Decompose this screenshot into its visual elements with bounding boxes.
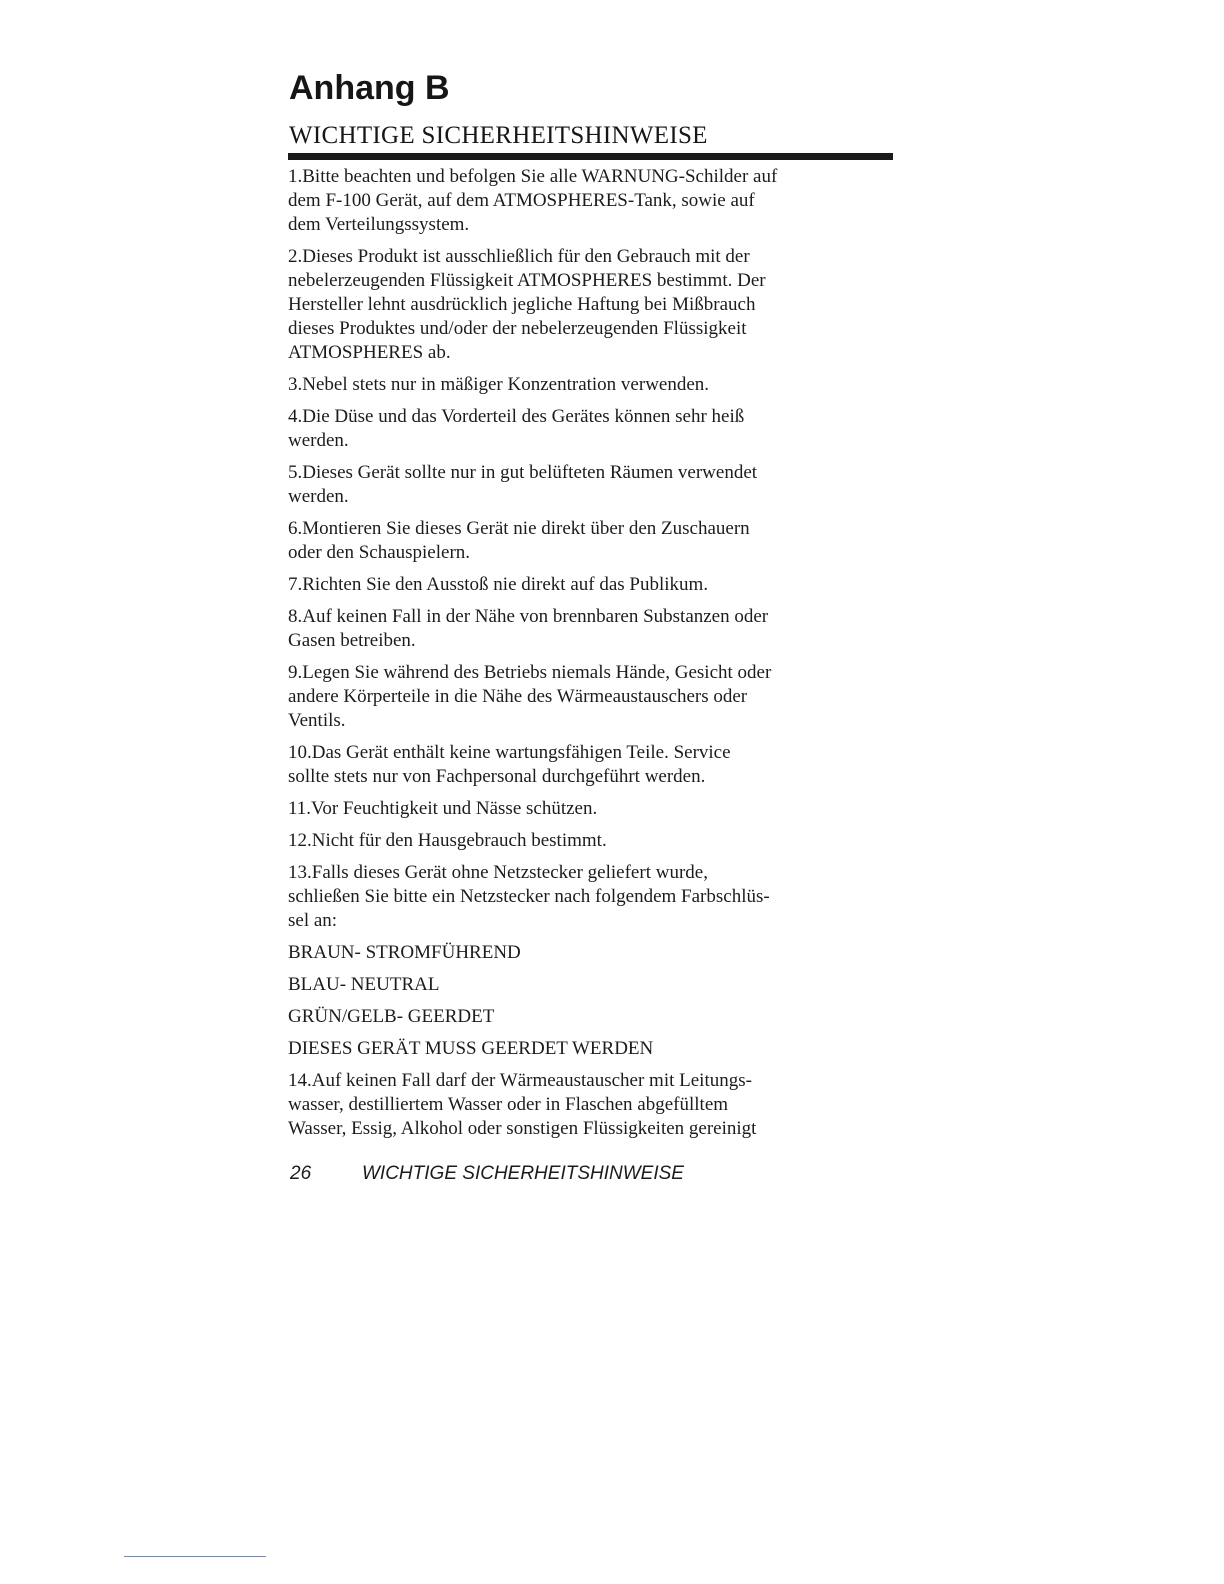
instruction-5: 5.Dieses Gerät sollte nur in gut belüfteten Räumen verwendet werden. — [288, 462, 758, 507]
instruction-4: 4.Die Düse und das Vorderteil des Gerätes können sehr heiß werden. — [288, 406, 745, 451]
instruction-10: 10.Das Gerät enthält keine wartungsfähigen Teile. Service sollte stets nur von Fachpersonal durchgeführt werden. — [288, 742, 731, 787]
chapter-title: Anhang B — [289, 69, 450, 107]
page-footer — [290, 1162, 684, 1186]
running-title: WICHTIGE SICHERHEITSHINWEISE — [362, 1163, 684, 1184]
instruction-7: 7.Richten Sie den Ausstoß nie direkt auf das Publikum. — [288, 574, 709, 595]
instruction-14: 14.Auf keinen Fall darf der Wärmeaustauscher mit Leitungs- wasser, destilliertem Wasser oder in Flaschen abgefülltem Wasser, Essig, Alkohol oder sonstigen Flüssigkeiten gereinigt — [288, 1070, 757, 1139]
instruction-1: 1.Bitte beachten und befolgen Sie alle WARNUNG-Schilder auf dem F-100 Gerät, auf dem ATMOSPHERES-Tank, sowie auf dem Verteilungssystem. — [288, 166, 778, 235]
instruction-11: 11.Vor Feuchtigkeit und Nässe schützen. — [288, 798, 598, 819]
page-number: 26 — [290, 1163, 312, 1184]
wire-color-green-yellow: GRÜN/GELB- GEERDET — [288, 1006, 495, 1027]
bottom-divider — [124, 1556, 266, 1557]
wire-color-blue: BLAU- NEUTRAL — [288, 974, 440, 995]
wire-color-brown: BRAUN- STROMFÜHREND — [288, 942, 521, 963]
instruction-9: 9.Legen Sie während des Betriebs niemals Hände, Gesicht oder andere Körperteile in die Nähe des Wärmeaustauschers oder Ventils. — [288, 662, 772, 731]
instruction-6: 6.Montieren Sie dieses Gerät nie direkt über den Zuschauern oder den Schauspielern. — [288, 518, 750, 563]
instruction-2: 2.Dieses Produkt ist ausschließlich für den Gebrauch mit der nebelerzeugenden Flüssigkeit ATMOSPHERES bestimmt. Der Hersteller lehnt ausdrücklich jegliche Haftung bei Mißbrauch dieses Produktes und/oder der nebelerzeugenden Flüssigkeit ATMOSPHERES ab. — [288, 246, 766, 363]
section-heading: WICHTIGE SICHERHEITSHINWEISE — [289, 122, 708, 149]
instruction-13: 13.Falls dieses Gerät ohne Netzstecker geliefert wurde, schließen Sie bitte ein Netzstecker nach folgendem Farbschlüs- sel an: — [288, 862, 770, 931]
instruction-3: 3.Nebel stets nur in mäßiger Konzentration verwenden. — [288, 374, 710, 395]
grounding-notice: DIESES GERÄT MUSS GEERDET WERDEN — [288, 1038, 654, 1059]
instruction-8: 8.Auf keinen Fall in der Nähe von brennbaren Substanzen oder Gasen betreiben. — [288, 606, 769, 651]
instruction-12: 12.Nicht für den Hausgebrauch bestimmt. — [288, 830, 607, 851]
heading-rule — [288, 153, 893, 160]
safety-instructions-list — [288, 165, 898, 1149]
